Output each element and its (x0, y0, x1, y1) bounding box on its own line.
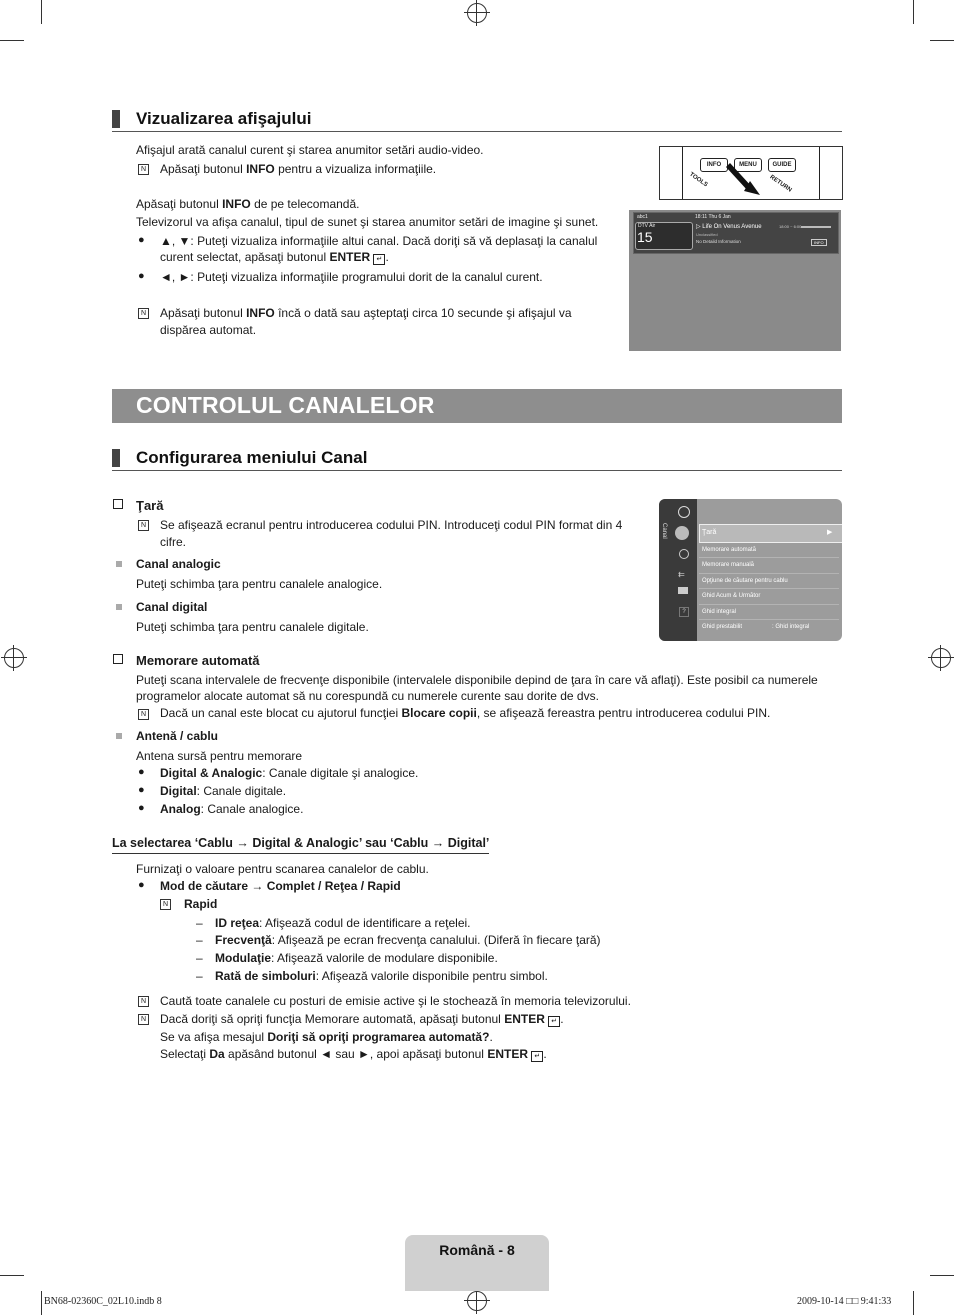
option-text: Digital: Canale digitale. (160, 784, 287, 798)
heading-bar (112, 110, 120, 128)
note-text: Apăsaţi butonul INFO pentru a vizualiza informaţiile. (160, 162, 437, 176)
section-heading-display (112, 109, 842, 132)
option-text: Mod de căutare → Complet / Reţea / Rapid (160, 879, 401, 893)
bullet-icon: ● (138, 234, 145, 246)
bullet-icon: ● (138, 879, 145, 891)
enter-icon: ↵ (548, 1016, 560, 1027)
file-slug: BN68-02360C_02L10.indb 8 (44, 1296, 162, 1307)
paragraph: Televizorul va afişa canalul, tipul de sunet şi starea anumitor setări de imagine şi sunet. (136, 215, 599, 229)
square-bullet-icon (116, 604, 122, 610)
note-icon: N (138, 520, 149, 531)
picture-icon (678, 506, 690, 518)
note-text: Dacă un canal este blocat cu ajutorul funcţiei Blocare copii, se afişează fereastra pentru introducerea codului PIN. (160, 706, 771, 720)
menu-item-optiune-cablu: Opţiune de căutare pentru cablu (702, 578, 788, 584)
checkbox-icon (113, 499, 123, 509)
bullet-icon: ● (138, 270, 145, 282)
note-icon: N (160, 899, 171, 910)
menu-item-ghid-integral: Ghid integral (702, 609, 737, 615)
input-icon: ⇇ (678, 570, 685, 579)
dash-item: ID reţea: Afişează codul de identificare a reţelei. (215, 916, 471, 930)
chapter-title: CONTROLUL CANALELOR (136, 392, 435, 418)
note-text: Apăsaţi butonul INFO încă o dată sau aşteptaţi circa 10 secunde şi afişajul va (160, 306, 572, 320)
note-text: Se va afişa mesajul Doriţi să opriţi programarea automată?. (160, 1030, 493, 1044)
progress-bar (801, 226, 831, 228)
square-bullet-icon (116, 561, 122, 567)
section-title: Configurarea meniului Canal (136, 448, 368, 467)
crop-mark (930, 1275, 954, 1276)
checkbox-icon (113, 654, 123, 664)
crop-mark (41, 0, 42, 24)
setup-icon (679, 549, 689, 559)
section-title: Vizualizarea afişajului (136, 109, 312, 128)
paragraph: Puteţi scana intervalele de frecvenţe disponibile (intervalele disponibile depind de ţara în care vă aflaţi). Este posibil ca numerele (136, 673, 818, 687)
crop-mark (930, 40, 954, 41)
page-number-tab (405, 1235, 549, 1291)
paragraph: programelor alocate automat să nu corespundă cu numerele curente sau dorite de dvs. (136, 689, 599, 703)
support-icon: ? (679, 607, 689, 617)
note-text: dispărea automat. (160, 323, 257, 337)
bullet-icon: ● (138, 784, 145, 796)
subsection-title: Memorare automată (136, 653, 260, 668)
option-text: Digital & Analogic: Canale digitale şi analogice. (160, 766, 419, 780)
menu-highlight (699, 524, 842, 543)
option-text: Analog: Canale analogice. (160, 802, 304, 816)
note-text: Se afişează ecranul pentru introducerea codului PIN. Introduceţi codul PIN format din 4 (160, 518, 623, 532)
dash-icon: – (196, 916, 203, 930)
info-button: INFO (700, 158, 728, 172)
item-title: Antenă / cablu (136, 729, 219, 743)
item-title: Canal digital (136, 600, 208, 614)
note-text: Caută toate canalele cu posturi de emisie active şi le stochează în memoria televizorului. (160, 994, 631, 1008)
menu-button: MENU (734, 158, 762, 172)
channel-icon (675, 526, 689, 540)
section-heading-channel (112, 448, 842, 471)
note-text: cifre. (160, 535, 187, 549)
date-time: 18:11 Thu 6 Jan (695, 214, 731, 220)
bullet-text: ▲, ▼: Puteţi vizualiza informaţiile altui canal. Dacă doriţi să vă deplasaţi la canalul (160, 234, 598, 248)
channel-menu-screenshot (659, 499, 842, 641)
menu-item-ghid-acum: Ghid Acum & Următor (702, 593, 761, 599)
menu-divider (699, 573, 839, 574)
crop-mark (913, 1291, 914, 1315)
option-text: Rapid (184, 897, 218, 911)
info-display-screenshot (629, 210, 841, 351)
note-icon: N (138, 308, 149, 319)
menu-item-memorare-manuala: Memorare manuală (702, 562, 755, 568)
channel-type: DTV Air (638, 223, 656, 229)
menu-item-ghid-prestabilit: Ghid prestabilit (702, 624, 743, 630)
dash-item: Rată de simboluri: Afişează valorile disponibile pentru simbol. (215, 969, 548, 983)
crop-mark (41, 1291, 42, 1315)
note-text: Selectaţi Da apăsând butonul ◄ sau ►, apoi apăsaţi butonul ENTER ↵ . (160, 1047, 547, 1061)
item-text: Puteţi schimba ţara pentru canalele analogice. (136, 577, 383, 591)
menu-item-tara: Ţară (702, 529, 717, 536)
application-icon (678, 587, 688, 594)
return-label: RETURN (768, 174, 793, 194)
menu-divider (699, 619, 839, 620)
enter-icon: ↵ (373, 254, 385, 265)
bullet-text: ◄, ►: Puteţi vizualiza informaţiile programului dorit de la canalul curent. (160, 270, 543, 284)
dash-item: Modulaţie: Afişează valorile de modulare disponibile. (215, 951, 498, 965)
crop-mark (913, 0, 914, 24)
channel-number: 15 (637, 229, 653, 245)
crop-mark (0, 1275, 24, 1276)
registration-mark-icon (4, 648, 24, 668)
dash-icon: – (196, 933, 203, 947)
page-number: Română - 8 (439, 1242, 515, 1258)
item-text: Antena sursă pentru memorare (136, 749, 303, 763)
menu-item-value: : Ghid integral (772, 624, 810, 630)
detail: No Detaild Information (696, 239, 741, 244)
registration-mark-icon (931, 648, 951, 668)
registration-mark-icon (467, 1291, 487, 1311)
menu-divider (699, 588, 839, 589)
square-bullet-icon (116, 733, 122, 739)
menu-side-label: Canal (661, 523, 667, 539)
dash-icon: – (196, 969, 203, 983)
note-icon: N (138, 1014, 149, 1025)
time-range: 18:00 ~ 6:00 (779, 224, 802, 229)
paragraph: Apăsaţi butonul INFO de pe telecomandă. (136, 197, 360, 211)
bullet-icon: ● (138, 766, 145, 778)
registration-mark-icon (467, 3, 487, 23)
note-icon: N (138, 164, 149, 175)
cable-heading: La selectarea ‘Cablu → Digital & Analogic’ sau ‘Cablu → Digital’ (112, 835, 489, 854)
note-text: Dacă doriţi să opriţi funcţia Memorare automată, apăsaţi butonul ENTER ↵ . (160, 1012, 564, 1026)
menu-divider (699, 604, 839, 605)
subsection-title: Ţară (136, 498, 164, 513)
menu-divider (699, 557, 839, 558)
menu-item-memorare-automata: Memorare automată (702, 547, 757, 553)
chapter-title-bar (112, 389, 842, 423)
tools-label: TOOLS (688, 171, 709, 189)
heading-bar (112, 449, 120, 467)
info-badge: INFO (811, 239, 827, 246)
pointer-arrow-icon (722, 161, 772, 200)
note-icon: N (138, 709, 149, 720)
note-icon: N (138, 996, 149, 1007)
arrow-right-icon: ▶ (827, 529, 833, 536)
date-slug: 2009-10-14 □□ 9:41:33 (797, 1296, 892, 1307)
bullet-text: curent selectat, apăsaţi butonul ENTER ↵ . (160, 250, 389, 264)
remote-control-illustration (659, 146, 843, 200)
program-title: ▷ Life On Venus Avenue (696, 224, 762, 230)
enter-icon: ↵ (531, 1051, 543, 1062)
crop-mark (0, 40, 24, 41)
dash-item: Frecvenţă: Afişează pe ecran frecvenţa canalului. (Diferă în fiecare ţară) (215, 933, 601, 947)
guide-button: GUIDE (768, 158, 796, 172)
dash-icon: – (196, 951, 203, 965)
intro-text: Afişajul arată canalul curent şi starea anumitor setări audio-video. (136, 143, 484, 157)
item-text: Puteţi schimba ţara pentru canalele digitale. (136, 620, 369, 634)
channel-name: abc1 (637, 214, 648, 220)
bullet-icon: ● (138, 802, 145, 814)
paragraph: Furnizaţi o valoare pentru scanarea canalelor de cablu. (136, 862, 429, 876)
category: Unclassified (696, 232, 718, 237)
item-title: Canal analogic (136, 557, 221, 571)
